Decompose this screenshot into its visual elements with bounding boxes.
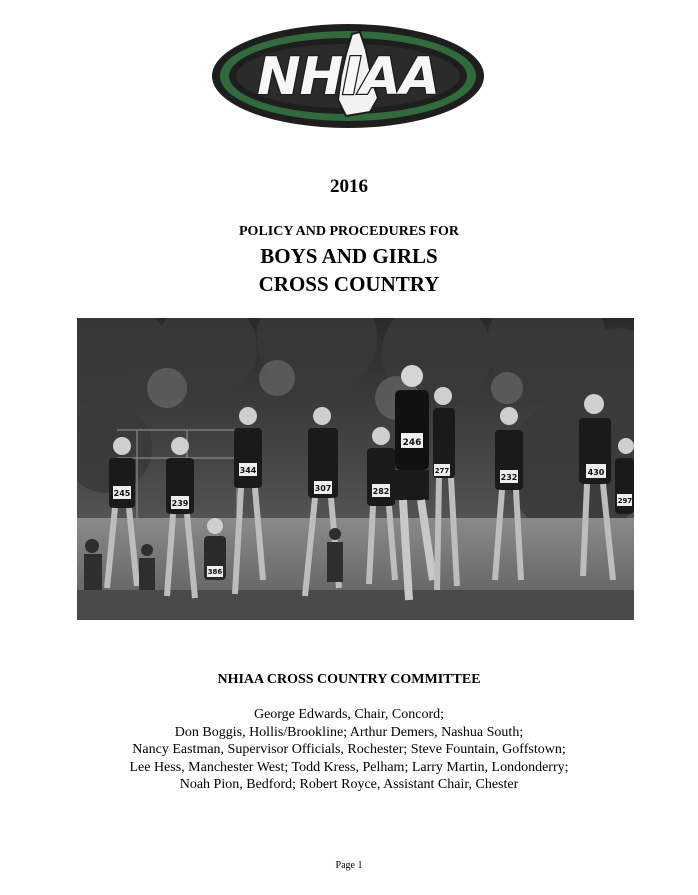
page-number: Page 1 (335, 860, 363, 871)
document-title-line-1: BOYS AND GIRLS (260, 244, 438, 268)
bib-number: 430 (587, 468, 605, 477)
nhiaa-logo (210, 20, 486, 132)
bib-number: 232 (500, 473, 518, 482)
bib-number: 239 (171, 499, 189, 508)
committee-line: Noah Pion, Bedford; Robert Royce, Assistant Chair, Chester (179, 777, 519, 792)
document-year: 2016 (330, 176, 368, 197)
committee-line: Lee Hess, Manchester West; Todd Kress, Pelham; Larry Martin, Londonderry; (129, 759, 569, 775)
cross-country-photo (77, 318, 634, 620)
bib-number: 297 (617, 497, 633, 505)
runners-photo-illustration (77, 318, 634, 620)
runner (204, 518, 226, 580)
bib-number: 282 (372, 487, 390, 496)
bib-number: 245 (113, 489, 131, 498)
committee-line: Nancy Eastman, Supervisor Officials, Rochester; Steve Fountain, Goffstown; (132, 742, 566, 757)
document-subtitle: POLICY AND PROCEDURES FOR (239, 224, 459, 239)
bib-number: 344 (239, 466, 257, 475)
committee-heading: NHIAA CROSS COUNTRY COMMITTEE (217, 672, 481, 687)
committee-line: George Edwards, Chair, Concord; (253, 707, 445, 722)
committee-line: Don Boggis, Hollis/Brookline; Arthur Demers, Nashua South; (174, 724, 524, 740)
logo-text: NHIAA (257, 47, 439, 107)
bib-number: 246 (402, 438, 422, 448)
nhiaa-logo-graphic (210, 20, 486, 132)
grass-foreground (77, 590, 634, 620)
bib-number: 386 (207, 568, 223, 576)
document-title-line-2: CROSS COUNTRY (258, 272, 440, 296)
bib-number: 277 (434, 467, 450, 475)
bib-number: 307 (314, 484, 332, 493)
committee-members (0, 706, 698, 794)
